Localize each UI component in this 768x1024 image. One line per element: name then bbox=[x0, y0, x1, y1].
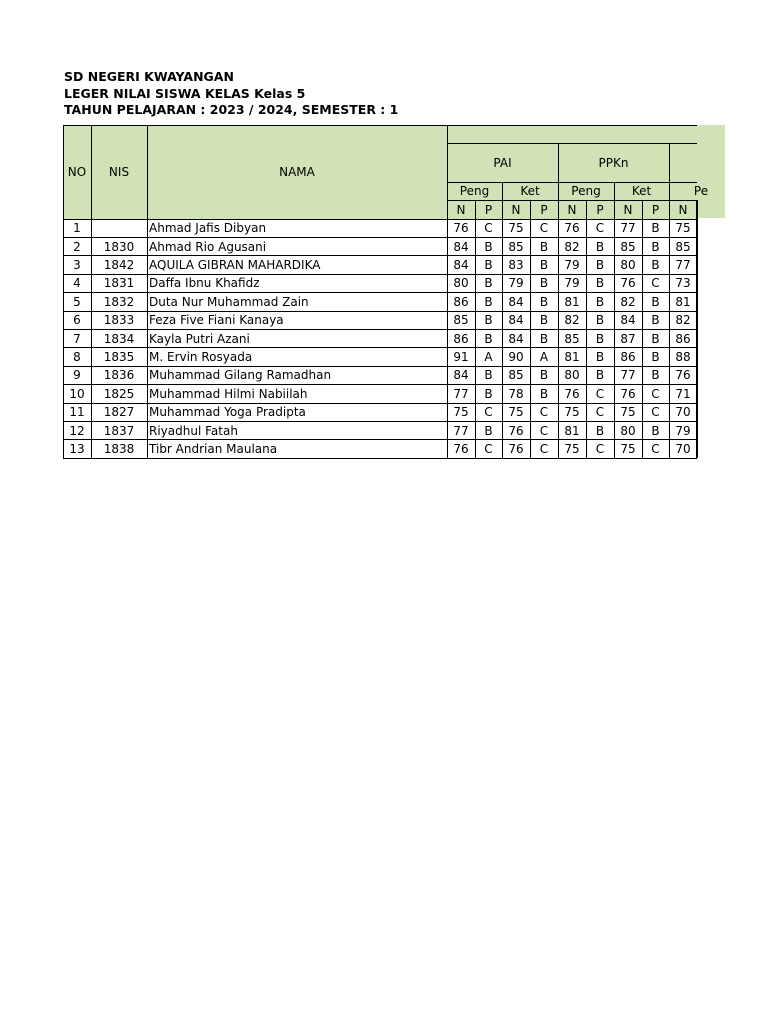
cell-score: 76 bbox=[675, 368, 691, 383]
grid-line bbox=[63, 421, 697, 422]
cell-predicate: B bbox=[595, 423, 605, 438]
grid-line bbox=[586, 200, 587, 458]
cell-predicate: B bbox=[595, 349, 605, 364]
cell-no: 12 bbox=[69, 423, 85, 438]
grid-line bbox=[63, 311, 697, 312]
cell-no: 5 bbox=[73, 294, 81, 309]
cell-predicate: C bbox=[484, 405, 493, 420]
cell-score: 85 bbox=[675, 239, 691, 254]
cell-score: 76 bbox=[508, 441, 524, 456]
header-ket: Ket bbox=[502, 182, 558, 200]
cell-predicate: B bbox=[651, 257, 660, 272]
cell-predicate: C bbox=[539, 405, 549, 420]
cell-nama: Daffa Ibnu Khafidz bbox=[149, 276, 260, 291]
cell-score: 76 bbox=[453, 441, 469, 456]
cell-predicate: B bbox=[651, 221, 660, 236]
cell-score: 88 bbox=[675, 349, 691, 364]
cell-no: 2 bbox=[73, 239, 81, 254]
cell-nis: 1830 bbox=[103, 239, 135, 254]
cell-predicate: B bbox=[595, 331, 605, 346]
header-peng: Peng bbox=[447, 182, 502, 200]
cell-score: 77 bbox=[620, 368, 636, 383]
cell-score: 76 bbox=[620, 386, 636, 401]
cell-nama: Tibr Andrian Maulana bbox=[149, 441, 278, 456]
cell-nama: Ahmad Jafis Dibyan bbox=[149, 221, 267, 236]
cell-predicate: B bbox=[539, 276, 549, 291]
grid-line bbox=[63, 458, 697, 459]
cell-nis: 1836 bbox=[103, 368, 135, 383]
grade-table bbox=[0, 0, 709, 460]
cell-score: 77 bbox=[620, 221, 636, 236]
cell-score: 83 bbox=[508, 257, 524, 272]
cell-nama: M. Ervin Rosyada bbox=[149, 349, 253, 364]
grid-line bbox=[614, 182, 615, 458]
grid-line bbox=[447, 200, 697, 201]
grid-line bbox=[63, 347, 697, 348]
cell-nis: 1842 bbox=[103, 257, 135, 272]
cell-score: 86 bbox=[453, 294, 469, 309]
cell-predicate: B bbox=[595, 276, 605, 291]
cell-score: 90 bbox=[508, 349, 524, 364]
cell-nis: 1835 bbox=[103, 349, 135, 364]
cell-predicate: C bbox=[595, 386, 605, 401]
cell-predicate: C bbox=[539, 221, 549, 236]
cell-score: 75 bbox=[620, 441, 636, 456]
cell-score: 80 bbox=[620, 257, 636, 272]
cell-predicate: B bbox=[651, 294, 660, 309]
cell-score: 87 bbox=[620, 331, 636, 346]
leger-title: LEGER NILAI SISWA KELAS Kelas 5 bbox=[64, 85, 306, 101]
cell-score: 81 bbox=[564, 294, 580, 309]
cell-nis: 1838 bbox=[103, 441, 135, 456]
cell-predicate: B bbox=[539, 386, 549, 401]
cell-predicate: B bbox=[595, 257, 605, 272]
cell-score: 84 bbox=[508, 331, 524, 346]
grid-line bbox=[447, 143, 697, 144]
cell-predicate: B bbox=[651, 239, 660, 254]
cell-score: 84 bbox=[620, 313, 636, 328]
grid-line bbox=[63, 274, 697, 275]
cell-no: 10 bbox=[69, 386, 85, 401]
header-p: P bbox=[642, 200, 669, 219]
cell-score: 82 bbox=[620, 294, 636, 309]
cell-predicate: B bbox=[595, 294, 605, 309]
cell-score: 84 bbox=[508, 294, 524, 309]
header-peng-partial: Pe bbox=[677, 182, 725, 200]
header-nis: NIS bbox=[91, 125, 147, 219]
cell-score: 79 bbox=[564, 257, 580, 272]
cell-score: 76 bbox=[620, 276, 636, 291]
school-name: SD NEGERI KWAYANGAN bbox=[64, 69, 234, 84]
cell-predicate: B bbox=[484, 423, 493, 438]
header-group-blank bbox=[447, 125, 725, 143]
grid-line bbox=[530, 200, 531, 458]
cell-no: 11 bbox=[69, 405, 85, 420]
cell-score: 79 bbox=[508, 276, 524, 291]
cell-no: 1 bbox=[73, 221, 81, 236]
cell-score: 79 bbox=[675, 423, 691, 438]
cell-nama: Riyadhul Fatah bbox=[149, 423, 238, 438]
cell-predicate: B bbox=[484, 276, 493, 291]
cell-predicate: B bbox=[484, 294, 493, 309]
grid-line bbox=[475, 200, 476, 458]
table-right-border bbox=[696, 200, 697, 458]
grid-line bbox=[558, 143, 559, 458]
cell-nama: Ahmad Rio Agusani bbox=[149, 239, 267, 254]
cell-predicate: C bbox=[595, 221, 605, 236]
cell-score: 80 bbox=[564, 368, 580, 383]
cell-nama: AQUILA GIBRAN MAHARDIKA bbox=[149, 257, 321, 272]
grid-line bbox=[642, 200, 643, 458]
cell-score: 75 bbox=[675, 221, 691, 236]
cell-no: 6 bbox=[73, 313, 81, 328]
cell-score: 71 bbox=[675, 386, 691, 401]
cell-score: 80 bbox=[620, 423, 636, 438]
cell-predicate: B bbox=[595, 239, 605, 254]
cell-nama: Feza Five Fiani Kanaya bbox=[149, 313, 284, 328]
cell-nama: Kayla Putri Azani bbox=[149, 331, 250, 346]
cell-predicate: C bbox=[539, 441, 549, 456]
cell-score: 75 bbox=[564, 441, 580, 456]
cell-no: 13 bbox=[69, 441, 85, 456]
header-no: NO bbox=[63, 125, 91, 219]
cell-score: 76 bbox=[564, 386, 580, 401]
header-peng: Peng bbox=[558, 182, 614, 200]
cell-predicate: C bbox=[651, 276, 660, 291]
cell-score: 75 bbox=[508, 221, 524, 236]
grid-line bbox=[63, 403, 697, 404]
cell-score: 76 bbox=[564, 221, 580, 236]
cell-score: 73 bbox=[675, 276, 691, 291]
cell-score: 81 bbox=[564, 349, 580, 364]
cell-predicate: B bbox=[651, 368, 660, 383]
header-subject-ppkn: PPKn bbox=[558, 143, 669, 182]
cell-predicate: B bbox=[651, 423, 660, 438]
cell-predicate: B bbox=[539, 368, 549, 383]
cell-score: 79 bbox=[564, 276, 580, 291]
header-subject-pai: PAI bbox=[447, 143, 558, 182]
cell-predicate: C bbox=[595, 405, 605, 420]
header-n: N bbox=[447, 200, 475, 219]
cell-score: 84 bbox=[508, 313, 524, 328]
cell-nis: 1825 bbox=[103, 386, 135, 401]
cell-no: 7 bbox=[73, 331, 81, 346]
cell-score: 86 bbox=[620, 349, 636, 364]
cell-score: 82 bbox=[564, 313, 580, 328]
cell-nama: Muhammad Hilmi Nabiilah bbox=[149, 386, 308, 401]
cell-nis: 1837 bbox=[103, 423, 135, 438]
cell-score: 85 bbox=[453, 313, 469, 328]
table-left-border bbox=[63, 125, 64, 458]
cell-predicate: B bbox=[539, 257, 549, 272]
grid-line bbox=[63, 237, 697, 238]
cell-score: 77 bbox=[453, 386, 469, 401]
cell-no: 8 bbox=[73, 349, 81, 364]
cell-predicate: B bbox=[539, 331, 549, 346]
cell-nama: Duta Nur Muhammad Zain bbox=[149, 294, 309, 309]
cell-predicate: B bbox=[651, 349, 660, 364]
table-top-border bbox=[63, 125, 697, 126]
cell-score: 77 bbox=[675, 257, 691, 272]
cell-predicate: B bbox=[484, 368, 493, 383]
cell-score: 78 bbox=[508, 386, 524, 401]
cell-nis bbox=[91, 219, 147, 237]
header-nama: NAMA bbox=[147, 125, 447, 219]
cell-no: 4 bbox=[73, 276, 81, 291]
cell-score: 84 bbox=[453, 257, 469, 272]
cell-score: 86 bbox=[453, 331, 469, 346]
cell-score: 85 bbox=[508, 239, 524, 254]
cell-score: 82 bbox=[564, 239, 580, 254]
header-p: P bbox=[586, 200, 614, 219]
cell-predicate: B bbox=[484, 257, 493, 272]
cell-nama: Muhammad Gilang Ramadhan bbox=[149, 368, 332, 383]
cell-predicate: C bbox=[484, 441, 493, 456]
academic-year: TAHUN PELAJARAN : 2023 / 2024, SEMESTER : 1 bbox=[64, 102, 399, 117]
cell-score: 76 bbox=[453, 221, 469, 236]
cell-predicate: A bbox=[484, 349, 493, 364]
header-n: N bbox=[558, 200, 586, 219]
cell-score: 75 bbox=[620, 405, 636, 420]
cell-score: 80 bbox=[453, 276, 469, 291]
cell-score: 75 bbox=[564, 405, 580, 420]
header-ket: Ket bbox=[614, 182, 669, 200]
grid-line bbox=[502, 182, 503, 458]
grid-line bbox=[63, 292, 697, 293]
cell-predicate: C bbox=[595, 441, 605, 456]
header-n: N bbox=[669, 200, 697, 219]
cell-score: 70 bbox=[675, 405, 691, 420]
cell-predicate: B bbox=[651, 331, 660, 346]
cell-score: 85 bbox=[620, 239, 636, 254]
grid-line bbox=[63, 439, 697, 440]
cell-predicate: B bbox=[484, 313, 493, 328]
cell-predicate: B bbox=[595, 313, 605, 328]
cell-nama: Muhammad Yoga Pradipta bbox=[149, 405, 306, 420]
cell-predicate: B bbox=[484, 331, 493, 346]
grid-line bbox=[447, 125, 448, 458]
cell-nis: 1833 bbox=[103, 313, 135, 328]
cell-score: 85 bbox=[564, 331, 580, 346]
header-subject-partial bbox=[669, 143, 725, 182]
grid-line bbox=[63, 329, 697, 330]
grid-line bbox=[63, 255, 697, 256]
cell-score: 76 bbox=[508, 423, 524, 438]
grid-line bbox=[147, 125, 148, 458]
cell-nis: 1831 bbox=[103, 276, 135, 291]
cell-predicate: C bbox=[539, 423, 549, 438]
cell-score: 75 bbox=[508, 405, 524, 420]
header-n: N bbox=[502, 200, 530, 219]
cell-score: 85 bbox=[508, 368, 524, 383]
grid-line bbox=[63, 366, 697, 367]
grid-line bbox=[91, 125, 92, 458]
cell-score: 84 bbox=[453, 368, 469, 383]
cell-predicate: C bbox=[651, 441, 660, 456]
grid-line bbox=[63, 384, 697, 385]
cell-score: 77 bbox=[453, 423, 469, 438]
cell-score: 81 bbox=[564, 423, 580, 438]
cell-no: 9 bbox=[73, 368, 81, 383]
cell-predicate: B bbox=[484, 386, 493, 401]
cell-predicate: B bbox=[595, 368, 605, 383]
cell-predicate: B bbox=[484, 239, 493, 254]
cell-no: 3 bbox=[73, 257, 81, 272]
cell-nis: 1832 bbox=[103, 294, 135, 309]
cell-score: 84 bbox=[453, 239, 469, 254]
cell-predicate: A bbox=[539, 349, 549, 364]
cell-predicate: C bbox=[651, 386, 660, 401]
cell-predicate: C bbox=[484, 221, 493, 236]
cell-predicate: B bbox=[539, 313, 549, 328]
grid-line bbox=[447, 182, 697, 183]
cell-score: 91 bbox=[453, 349, 469, 364]
cell-predicate: C bbox=[651, 405, 660, 420]
grid-line bbox=[63, 219, 697, 220]
cell-predicate: B bbox=[539, 294, 549, 309]
cell-nis: 1834 bbox=[103, 331, 135, 346]
grid-line bbox=[669, 143, 670, 458]
header-n: N bbox=[614, 200, 642, 219]
cell-nis: 1827 bbox=[103, 405, 135, 420]
cell-score: 86 bbox=[675, 331, 691, 346]
header-p: P bbox=[475, 200, 502, 219]
cell-score: 75 bbox=[453, 405, 469, 420]
cell-score: 81 bbox=[675, 294, 691, 309]
header-p: P bbox=[530, 200, 558, 219]
cell-predicate: B bbox=[539, 239, 549, 254]
cell-score: 82 bbox=[675, 313, 691, 328]
cell-score: 70 bbox=[675, 441, 691, 456]
cell-predicate: B bbox=[651, 313, 660, 328]
